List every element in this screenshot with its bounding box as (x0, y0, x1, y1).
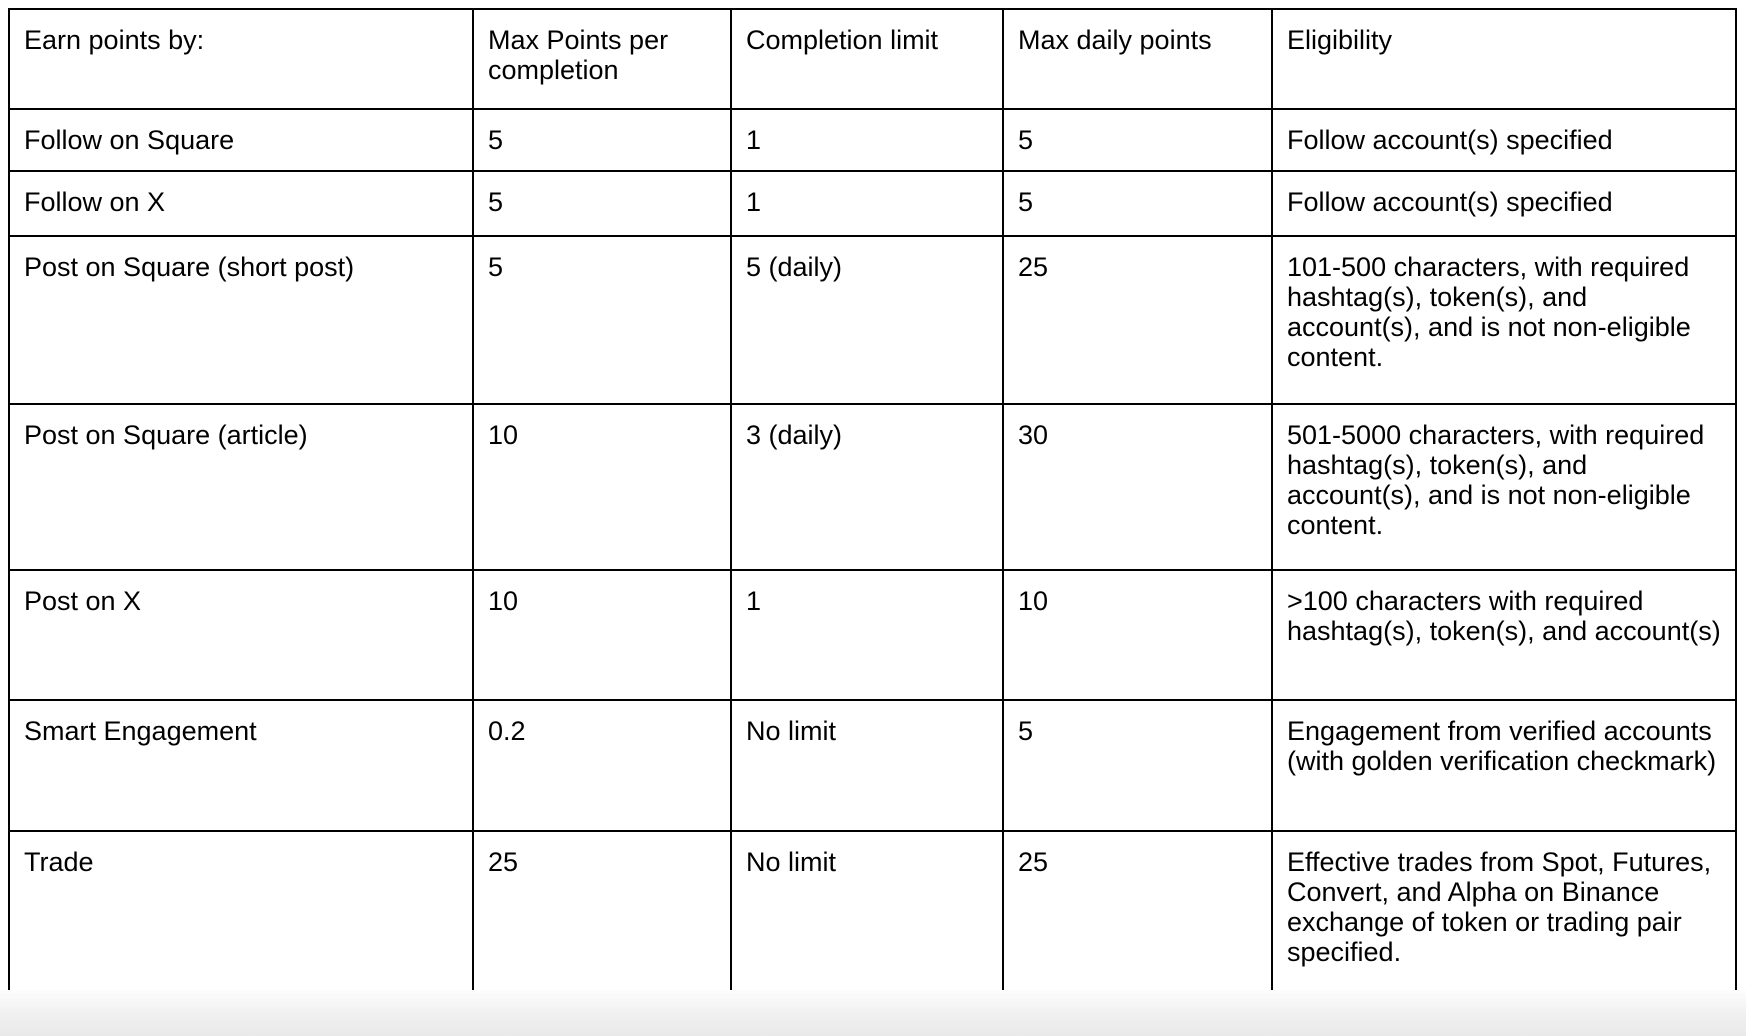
cell-task: Post on Square (short post) (9, 236, 473, 404)
cell-max-points-per-completion: 5 (473, 171, 731, 236)
cell-task: Smart Engagement (9, 700, 473, 831)
cell-max-daily-points: 5 (1003, 109, 1272, 171)
column-header-max-daily-points: Max daily points (1003, 9, 1272, 109)
column-header-completion-limit: Completion limit (731, 9, 1003, 109)
cell-max-points-per-completion: 5 (473, 109, 731, 171)
cell-max-points-per-completion: 5 (473, 236, 731, 404)
column-header-eligibility: Eligibility (1272, 9, 1736, 109)
table-row-trade (9, 831, 1736, 992)
table-header-row (9, 9, 1736, 109)
cell-task: Follow on X (9, 171, 473, 236)
cell-task: Follow on Square (9, 109, 473, 171)
cell-eligibility: Follow account(s) specified (1272, 109, 1736, 171)
cell-completion-limit: 1 (731, 109, 1003, 171)
cell-completion-limit: 1 (731, 171, 1003, 236)
cell-completion-limit: No limit (731, 700, 1003, 831)
page-bottom-gradient (0, 990, 1746, 1036)
cell-max-points-per-completion: 10 (473, 570, 731, 700)
cell-eligibility: 501-5000 characters, with required hashtag(s), token(s), and account(s), and is not non-eligible content. (1272, 404, 1736, 570)
table-row-post-on-x (9, 570, 1736, 700)
cell-completion-limit: 5 (daily) (731, 236, 1003, 404)
cell-max-daily-points: 30 (1003, 404, 1272, 570)
column-header-max-points-per-completion: Max Points per completion (473, 9, 731, 109)
cell-eligibility: 101-500 characters, with required hashtag(s), token(s), and account(s), and is not non-eligible content. (1272, 236, 1736, 404)
cell-eligibility: Follow account(s) specified (1272, 171, 1736, 236)
cell-max-daily-points: 5 (1003, 171, 1272, 236)
cell-max-points-per-completion: 25 (473, 831, 731, 992)
cell-task: Trade (9, 831, 473, 992)
cell-max-daily-points: 25 (1003, 236, 1272, 404)
cell-eligibility: >100 characters with required hashtag(s), token(s), and account(s) (1272, 570, 1736, 700)
table-row-post-on-square-short-post (9, 236, 1736, 404)
cell-max-points-per-completion: 10 (473, 404, 731, 570)
cell-max-daily-points: 10 (1003, 570, 1272, 700)
cell-max-daily-points: 5 (1003, 700, 1272, 831)
points-table (8, 8, 1737, 993)
column-header-earn-points-by: Earn points by: (9, 9, 473, 109)
table-row-follow-on-x (9, 171, 1736, 236)
cell-task: Post on X (9, 570, 473, 700)
table-row-follow-on-square (9, 109, 1736, 171)
cell-completion-limit: 3 (daily) (731, 404, 1003, 570)
table-row-smart-engagement (9, 700, 1736, 831)
cell-completion-limit: No limit (731, 831, 1003, 992)
cell-task: Post on Square (article) (9, 404, 473, 570)
cell-eligibility: Effective trades from Spot, Futures, Convert, and Alpha on Binance exchange of token or trading pair specified. (1272, 831, 1736, 992)
cell-eligibility: Engagement from verified accounts (with golden verification checkmark) (1272, 700, 1736, 831)
cell-max-points-per-completion: 0.2 (473, 700, 731, 831)
cell-completion-limit: 1 (731, 570, 1003, 700)
table-row-post-on-square-article (9, 404, 1736, 570)
cell-max-daily-points: 25 (1003, 831, 1272, 992)
